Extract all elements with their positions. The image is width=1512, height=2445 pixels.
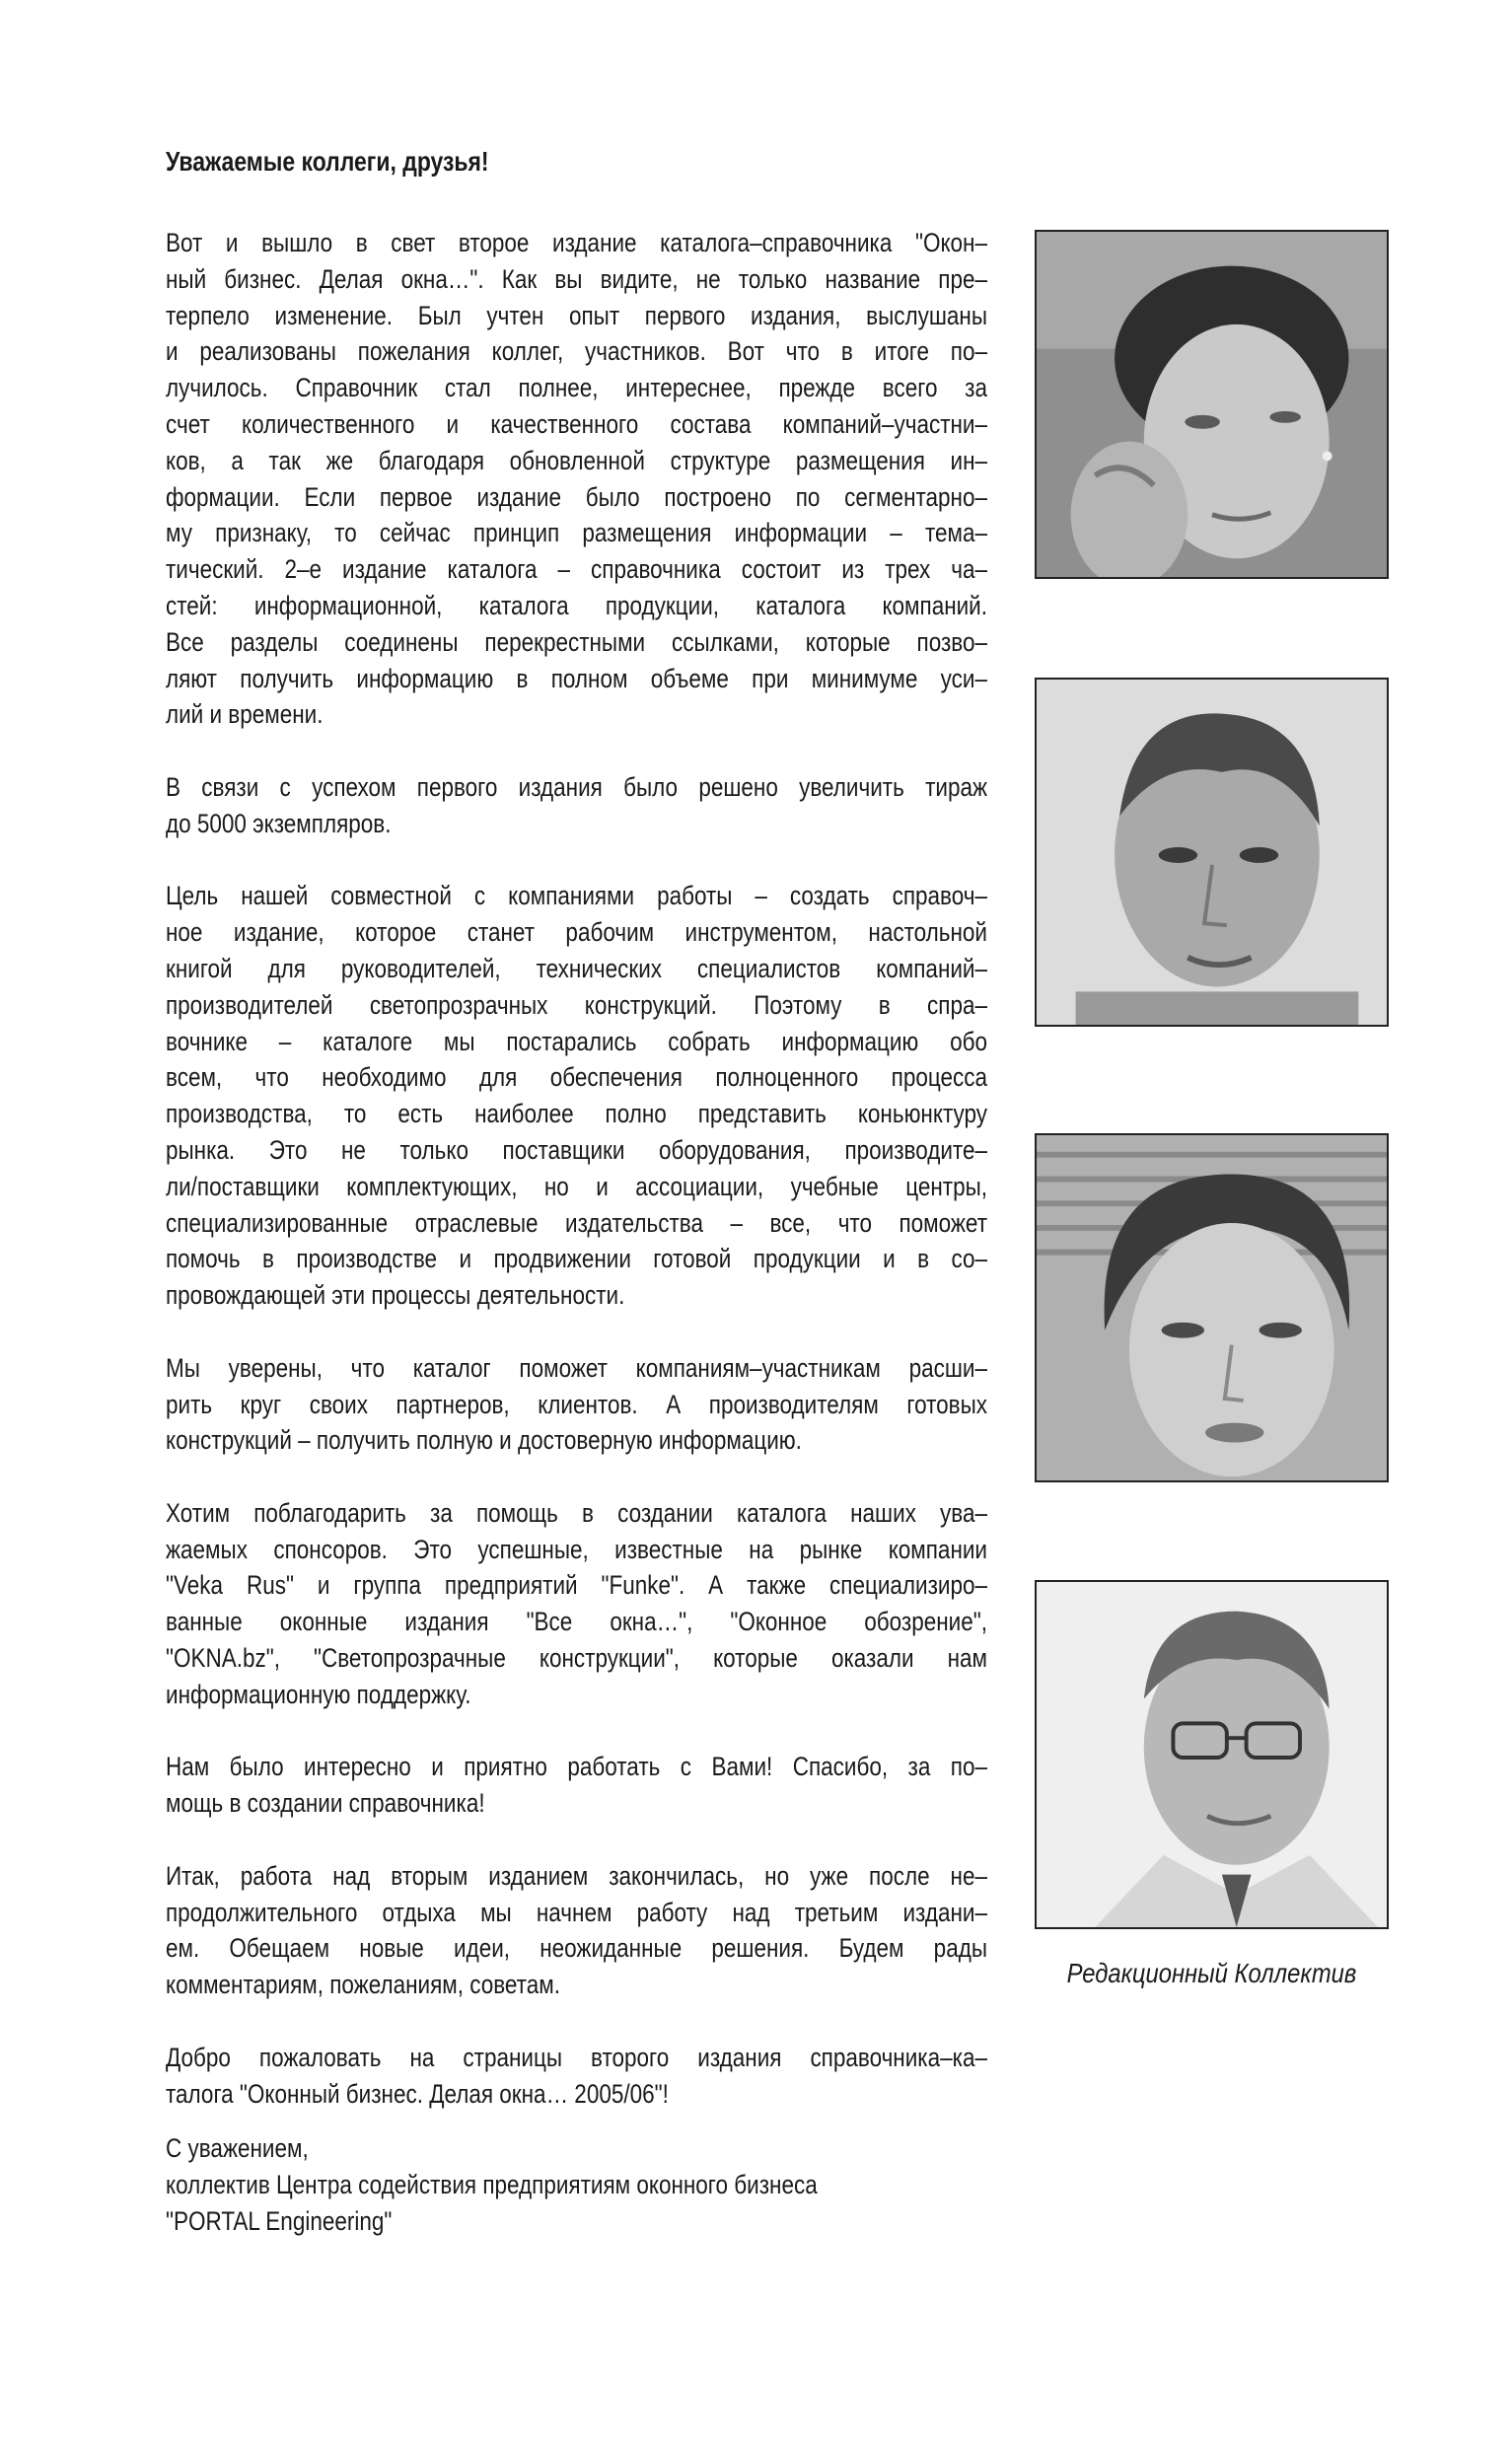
text-line: ли/поставщики комплектующих, но и ассоциации, учебные центры,	[166, 1171, 987, 1201]
photo-young-woman	[1035, 1133, 1389, 1482]
text-line: стей: информационной, каталога продукции, каталога компаний.	[166, 590, 987, 620]
text-line: тический. 2–е издание каталога – справочника состоит из трех ча–	[166, 554, 987, 585]
text-line: Мы уверены, что каталог поможет компаниям–участникам расши–	[166, 1352, 987, 1383]
text-line: книгой для руководителей, технических специалистов компаний–	[166, 953, 987, 983]
text-line: формации. Если первое издание было построено по сегментарно–	[166, 481, 987, 512]
closing-signature: коллектив Центра содействия предприятиям оконного бизнеса	[166, 2169, 818, 2199]
text-line: Итак, работа над вторым изданием закончилась, но уже после не–	[166, 1860, 987, 1891]
text-line: и реализованы пожелания коллег, участников. Вот что в итоге по–	[166, 336, 987, 367]
text-line: провождающей эти процессы деятельности.	[166, 1280, 625, 1311]
paragraph	[166, 878, 987, 1314]
text-line: счет количественного и качественного состава компаний–участни–	[166, 408, 987, 439]
text-line: до 5000 экземпляров.	[166, 808, 392, 838]
page-heading: Уважаемые коллеги, друзья!	[166, 146, 489, 177]
paragraph	[166, 225, 987, 733]
text-line: Все разделы соединены перекрестными ссылками, которые позво–	[166, 626, 987, 657]
text-line: лий и времени.	[166, 699, 324, 730]
photo-young-man	[1035, 678, 1389, 1027]
text-line: жаемых спонсоров. Это успешные, известные на рынке компании	[166, 1534, 987, 1564]
text-line: лучилось. Справочник стал полнее, интереснее, прежде всего за	[166, 373, 987, 403]
text-line: вочнике – каталоге мы постарались собрать информацию обо	[166, 1026, 987, 1056]
text-line: конструкций – получить полную и достоверную информацию.	[166, 1425, 802, 1456]
text-line: мощь в создании справочника!	[166, 1788, 485, 1819]
text-line: Хотим поблагодарить за помощь в создании каталога наших ува–	[166, 1497, 987, 1528]
text-line: рить круг своих партнеров, клиентов. А производителям готовых	[166, 1389, 987, 1419]
text-line: ванные оконные издания "Все окна…", "Оконное обозрение",	[166, 1607, 987, 1637]
closing-company: "PORTAL Engineering"	[166, 2205, 393, 2236]
paragraph	[166, 1495, 987, 1713]
text-line: ное издание, которое станет рабочим инструментом, настольной	[166, 917, 987, 948]
closing-block	[166, 2130, 987, 2239]
text-line: всем, что необходимо для обеспечения полноценного процесса	[166, 1062, 987, 1093]
paragraph	[166, 769, 987, 842]
text-line: производителей светопрозрачных конструкций. Поэтому в спра–	[166, 989, 987, 1020]
text-line: "Veka Rus" и группа предприятий "Funke". А также специализиро–	[166, 1570, 987, 1601]
text-line: В связи с успехом первого издания было решено увеличить тираж	[166, 771, 987, 802]
paragraph	[166, 1858, 987, 2003]
text-line: Добро пожаловать на страницы второго издания справочника–ка–	[166, 2042, 987, 2072]
text-line: производства, то есть наиболее полно представить коньюнктуру	[166, 1099, 987, 1129]
text-line: талога "Оконный бизнес. Делая окна… 2005/06"!	[166, 2078, 669, 2109]
text-line: Цель нашей совместной с компаниями работы – создать справоч–	[166, 881, 987, 911]
photo-caption: Редакционный Коллектив	[1066, 1958, 1357, 1988]
text-line: ем. Обещаем новые идеи, неожиданные решения. Будем рады	[166, 1933, 987, 1964]
text-line: ный бизнес. Делая окна…". Как вы видите, не только название пре–	[166, 263, 987, 294]
text-line: ляют получить информацию в полном объеме при минимуме уси–	[166, 663, 987, 693]
photo-woman-short-hair	[1035, 230, 1389, 579]
letter-body	[166, 225, 987, 2112]
paragraph	[166, 2040, 987, 2113]
text-line: рынка. Это не только поставщики оборудования, производите–	[166, 1134, 987, 1165]
photo-man-glasses	[1035, 1580, 1389, 1929]
text-line: Вот и вышло в свет второе издание каталога–справочника "Окон–	[166, 228, 987, 257]
text-line: специализированные отраслевые издательства – все, что поможет	[166, 1207, 987, 1238]
closing-salutation: С уважением,	[166, 2133, 309, 2163]
paragraph	[166, 1350, 987, 1459]
text-line: комментариям, пожеланиям, советам.	[166, 1970, 560, 2000]
text-line: помочь в производстве и продвижении готовой продукции и в со–	[166, 1244, 987, 1274]
text-line: ков, а так же благодаря обновленной структуре размещения ин–	[166, 445, 987, 475]
text-line: продолжительного отдыха мы начнем работу над третьим издани–	[166, 1897, 987, 1927]
text-line: терпело изменение. Был учтен опыт первого издания, выслушаны	[166, 300, 987, 330]
paragraph	[166, 1749, 987, 1822]
text-line: "OKNA.bz", "Светопрозрачные конструкции", которые оказали нам	[166, 1643, 987, 1674]
text-line: Нам было интересно и приятно работать с Вами! Спасибо, за по–	[166, 1752, 987, 1782]
text-line: информационную поддержку.	[166, 1679, 471, 1709]
text-line: му признаку, то сейчас принцип размещения информации – тема–	[166, 518, 987, 548]
